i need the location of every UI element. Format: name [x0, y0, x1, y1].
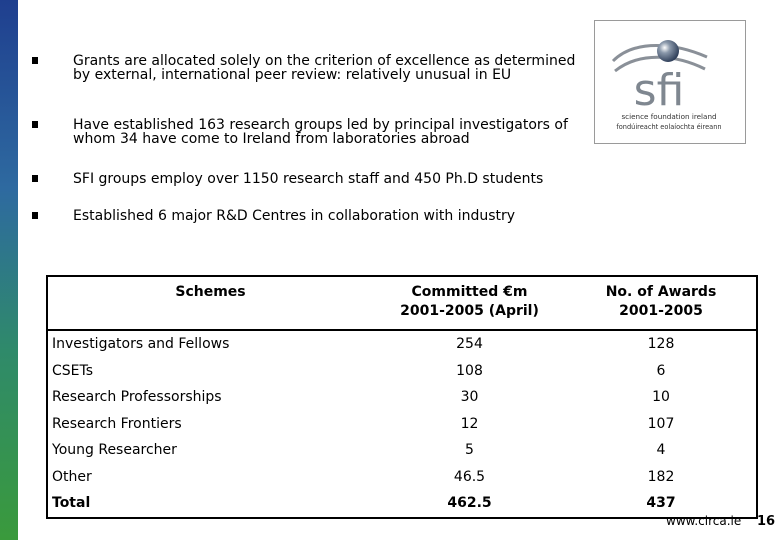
logo-letters: sfi	[633, 65, 685, 116]
awards-cell: 437	[646, 495, 676, 512]
scheme-cell: Investigators and Fellows	[52, 336, 230, 353]
bullet-text: SFI groups employ over 1150 research staff and 450 Ph.D students	[73, 171, 544, 187]
scheme-cell: Other	[52, 468, 92, 485]
scheme-cell: Research Frontiers	[52, 415, 182, 432]
committed-cell: 46.5	[453, 468, 486, 485]
header-awards: No. of Awards 2001-2005	[566, 276, 757, 330]
bullet-marker	[32, 121, 38, 128]
bullet-text: Have established 163 research groups led by principal investigators of whom 34 have come to Ireland from laboratories abroad	[73, 117, 568, 147]
committed-cell: 462.5	[447, 495, 492, 512]
scheme-cell: Research Professorships	[52, 389, 222, 406]
committed-cell: 12	[460, 415, 479, 432]
awards-cell: 128	[647, 336, 675, 353]
awards-cell: 107	[647, 415, 675, 432]
footer-url: www.circa.ie	[666, 514, 742, 528]
table-row	[47, 411, 757, 438]
table-row	[47, 330, 757, 358]
table-row	[47, 358, 757, 385]
bullet-text: Established 6 major R&D Centres in collaboration with industry	[73, 208, 516, 224]
schemes-table	[46, 275, 758, 519]
committed-cell: 5	[465, 442, 474, 459]
bullet-marker	[32, 212, 38, 219]
awards-cell: 182	[647, 468, 675, 485]
header-committed: Committed €m 2001-2005 (April)	[373, 276, 566, 330]
sphere-icon	[657, 40, 679, 62]
scheme-cell: CSETs	[52, 362, 94, 379]
scheme-cell: Young Researcher	[52, 442, 177, 459]
scheme-cell: Total	[52, 495, 91, 512]
logo-caption-irish: fondúireacht eolaíochta éireann	[616, 123, 722, 131]
awards-cell: 6	[656, 362, 666, 379]
total-row	[47, 490, 757, 518]
sfi-logo	[594, 20, 746, 144]
awards-cell: 4	[656, 442, 666, 459]
table-header-row	[47, 276, 757, 330]
table-row	[47, 384, 757, 411]
committed-cell: 254	[456, 336, 483, 353]
awards-cell: 10	[652, 389, 670, 406]
bullet-marker	[32, 175, 38, 182]
side-accent-bar	[0, 0, 18, 540]
bullet-marker	[32, 57, 38, 64]
bullet-text: Grants are allocated solely on the criterion of excellence as determined by external, international peer review: relatively unusual in EU	[73, 53, 576, 83]
header-schemes: Schemes	[47, 276, 373, 330]
committed-cell: 30	[460, 389, 479, 406]
committed-cell: 108	[456, 362, 483, 379]
sfi-logo-graphic	[595, 21, 745, 143]
page-number: 16	[757, 514, 776, 529]
table-row	[47, 437, 757, 464]
table-row	[47, 464, 757, 491]
logo-caption-english: science foundation ireland	[621, 112, 717, 121]
